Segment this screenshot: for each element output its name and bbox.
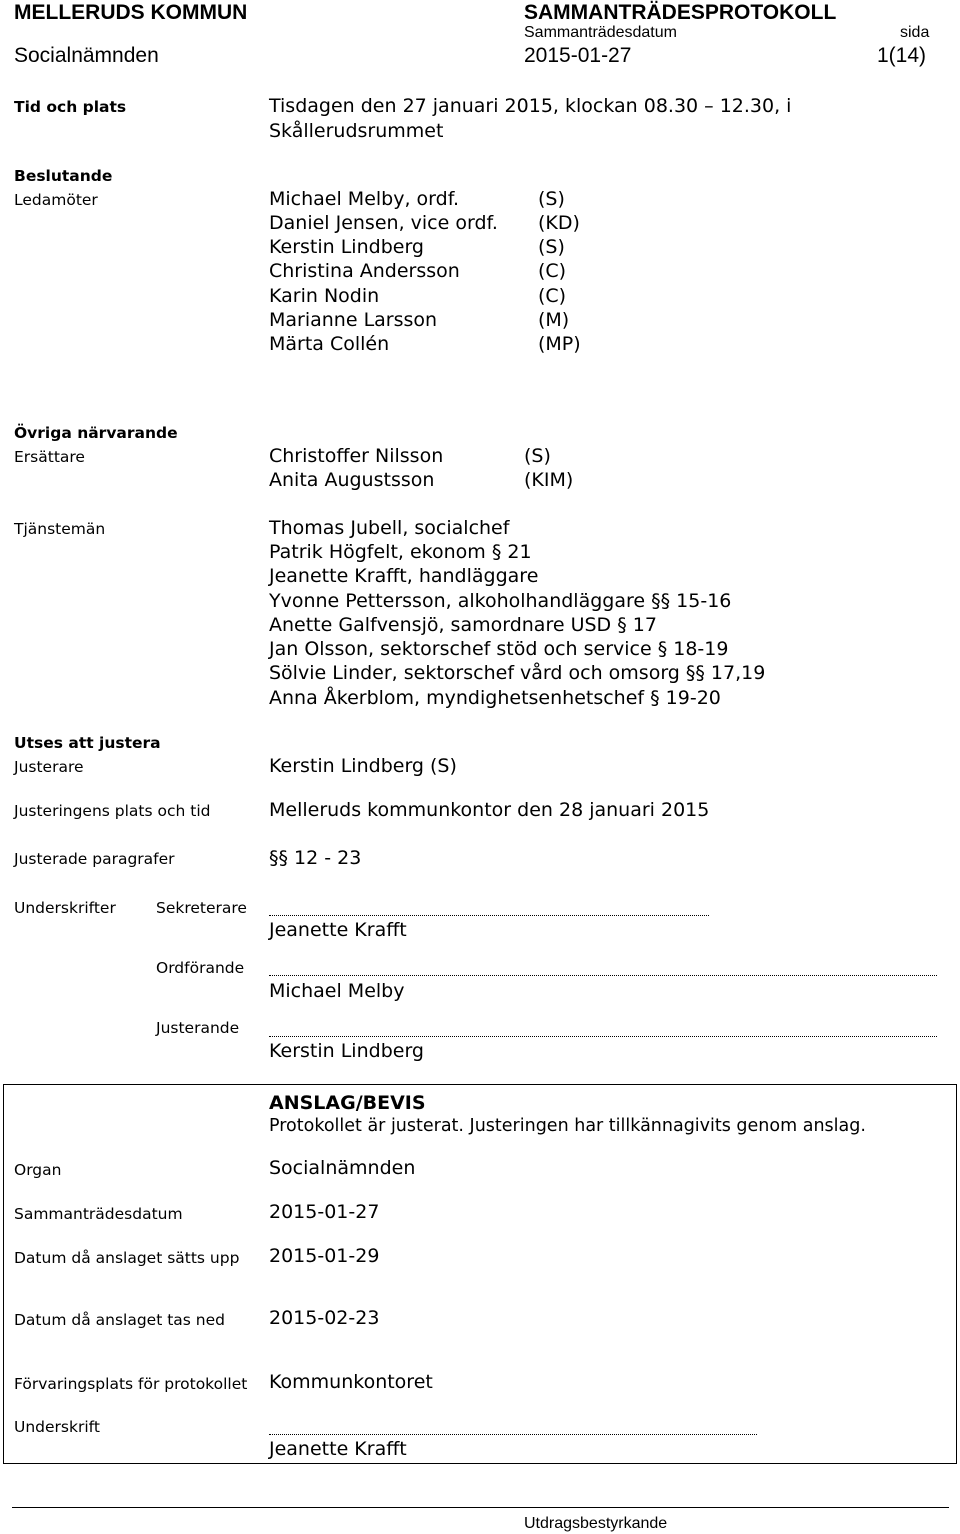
posted-date: 2015-01-29 (269, 1245, 380, 1267)
notice-signature-label: Underskrift (14, 1418, 100, 1436)
member-party: (MP) (538, 333, 581, 355)
storage-value: Kommunkontoret (269, 1371, 433, 1393)
time-place-label: Tid och plats (14, 98, 127, 116)
adjustment-place-time: Melleruds kommunkontor den 28 januari 2015 (269, 799, 710, 821)
secretary-name: Jeanette Krafft (269, 919, 407, 941)
official-item: Jeanette Krafft, handläggare (269, 565, 539, 587)
organ-value: Socialnämnden (269, 1157, 416, 1179)
secretary-role: Sekreterare (156, 899, 247, 917)
posted-date-label: Datum då anslaget sätts upp (14, 1249, 240, 1267)
substitute-name: Anita Augustsson (269, 469, 435, 491)
adjustment-place-time-label: Justeringens plats och tid (14, 802, 211, 820)
official-item: Anna Åkerblom, myndighetsenhetschef § 19-20 (269, 687, 721, 709)
adjuster-label: Justerare (14, 758, 84, 776)
notice-signature-name: Jeanette Krafft (269, 1438, 407, 1460)
document-type: SAMMANTRÄDESPROTOKOLL (524, 1, 837, 24)
others-heading: Övriga närvarande (14, 424, 178, 442)
organ-label: Organ (14, 1161, 62, 1179)
decision-makers-heading: Beslutande (14, 167, 113, 185)
adjuster-name: Kerstin Lindberg (S) (269, 755, 457, 777)
municipality-name: MELLERUDS KOMMUN (14, 1, 248, 24)
member-party: (M) (538, 309, 570, 331)
notice-box (3, 1084, 957, 1464)
member-party: (KD) (538, 212, 580, 234)
time-place-line2: Skållerudsrummet (269, 120, 444, 142)
signatures-label: Underskrifter (14, 899, 116, 917)
notice-signature-line (269, 1434, 757, 1435)
adjusted-paragraphs: §§ 12 - 23 (269, 847, 362, 869)
adjuster-role: Justerande (156, 1019, 240, 1037)
members-label: Ledamöter (14, 191, 98, 209)
official-item: Patrik Högfelt, ekonom § 21 (269, 541, 532, 563)
meeting-date: 2015-01-27 (524, 44, 632, 67)
member-name: Märta Collén (269, 333, 390, 355)
adjusted-paragraphs-label: Justerade paragrafer (14, 850, 175, 868)
official-item: Anette Galfvensjö, samordnare USD § 17 (269, 614, 657, 636)
secretary-signature-line (269, 915, 709, 916)
adjuster-signature-line (269, 1036, 937, 1037)
committee-name: Socialnämnden (14, 44, 159, 67)
member-name: Karin Nodin (269, 285, 380, 307)
official-item: Thomas Jubell, socialchef (269, 517, 510, 539)
notice-heading: ANSLAG/BEVIS (269, 1092, 426, 1114)
member-name: Michael Melby, ordf. (269, 188, 460, 210)
member-name: Kerstin Lindberg (269, 236, 424, 258)
storage-label: Förvaringsplats för protokollet (14, 1375, 248, 1393)
notice-meeting-date: 2015-01-27 (269, 1201, 380, 1223)
footer-rule (12, 1507, 949, 1508)
adjuster-signature-name: Kerstin Lindberg (269, 1040, 424, 1062)
removed-date-label: Datum då anslaget tas ned (14, 1311, 225, 1329)
member-name: Daniel Jensen, vice ordf. (269, 212, 498, 234)
official-item: Sölvie Linder, sektorschef vård och omsorg §§ 17,19 (269, 662, 766, 684)
substitute-party: (S) (524, 445, 551, 467)
official-item: Jan Olsson, sektorschef stöd och service § 18-19 (269, 638, 729, 660)
substitute-party: (KIM) (524, 469, 574, 491)
chair-signature-line (269, 975, 937, 976)
notice-meeting-date-label: Sammanträdesdatum (14, 1205, 183, 1223)
member-party: (S) (538, 188, 565, 210)
member-name: Marianne Larsson (269, 309, 438, 331)
member-name: Christina Andersson (269, 260, 460, 282)
substitute-name: Christoffer Nilsson (269, 445, 444, 467)
chair-role: Ordförande (156, 959, 245, 977)
officials-label: Tjänstemän (14, 520, 106, 538)
removed-date: 2015-02-23 (269, 1307, 380, 1329)
member-party: (C) (538, 285, 567, 307)
chair-name: Michael Melby (269, 980, 405, 1002)
adjustment-heading: Utses att justera (14, 734, 161, 752)
footer-label: Utdragsbestyrkande (524, 1515, 668, 1532)
member-party: (C) (538, 260, 567, 282)
page-label: sida (900, 24, 930, 41)
time-place-line1: Tisdagen den 27 januari 2015, klockan 08.30 – 12.30, i (269, 95, 792, 117)
date-label: Sammanträdesdatum (524, 24, 677, 41)
substitutes-label: Ersättare (14, 448, 85, 466)
member-party: (S) (538, 236, 565, 258)
page-number: 1(14) (877, 44, 927, 67)
notice-text: Protokollet är justerat. Justeringen har tillkännagivits genom anslag. (269, 1116, 866, 1136)
official-item: Yvonne Pettersson, alkoholhandläggare §§ 15-16 (269, 590, 732, 612)
